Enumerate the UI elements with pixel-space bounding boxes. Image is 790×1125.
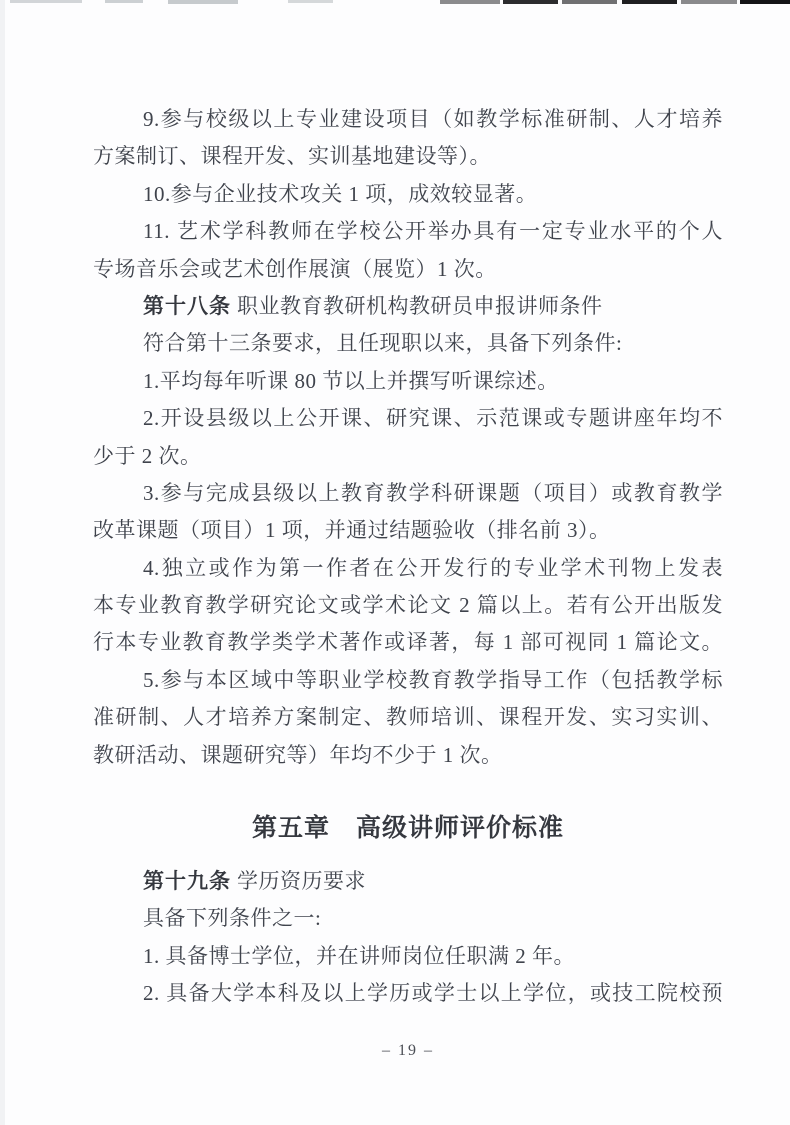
document-line: 2.开设县级以上公开课、研究课、示范课或专题讲座年均不 <box>143 406 723 431</box>
body-text-upper <box>93 101 723 774</box>
document-line: 符合第十三条要求，且任现职以来，具备下列条件: <box>143 331 623 356</box>
article-18-heading <box>93 288 723 325</box>
document-line: 2. 具备大学本科及以上学历或学士以上学位，或技工院校预 <box>143 981 723 1006</box>
document-line: 9.参与校级以上专业建设项目（如教学标准研制、人才培养 <box>143 107 723 131</box>
document-line: 1.平均每年听课 80 节以上并撰写听课综述。 <box>143 368 559 393</box>
document-line: 本专业教育教学研究论文或学术论文 2 篇以上。若有公开出版发 <box>93 593 723 618</box>
article-19-heading <box>93 863 723 900</box>
article-title: 学历资历要求 <box>237 869 366 893</box>
scan-edge-shading <box>0 0 5 1125</box>
document-line: 4.独立或作为第一作者在公开发行的专业学术刊物上发表 <box>143 555 723 580</box>
article-number: 第十九条 <box>143 870 231 893</box>
document-line: 方案制订、课程开发、实训基地建设等）。 <box>93 144 491 169</box>
scan-artifact-strip <box>0 0 790 5</box>
body-text-lower <box>93 863 723 1013</box>
document-line: 专场音乐会或艺术创作展演（展览）1 次。 <box>93 256 497 281</box>
document-line: 教研活动、课题研究等）年均不少于 1 次。 <box>93 742 503 767</box>
document-line: 5.参与本区域中等职业学校教育教学指导工作（包括教学标 <box>143 667 723 692</box>
chapter-heading: 第五章 高级讲师评价标准 <box>251 814 564 842</box>
document-line: 1. 具备博士学位，并在讲师岗位任职满 2 年。 <box>143 943 575 968</box>
document-line: 11. 艺术学科教师在学校公开举办具有一定专业水平的个人 <box>143 219 723 244</box>
document-line: 3.参与完成县级以上教育教学科研课题（项目）或教育教学 <box>143 480 723 505</box>
document-line: 行本专业教育教学类学术著作或译著，每 1 部可视同 1 篇论文。 <box>93 630 723 655</box>
page-number: – 19 – <box>382 1042 434 1059</box>
document-line: 10.参与企业技术攻关 1 项，成效较显著。 <box>143 181 538 206</box>
document-line: 具备下列条件之一: <box>143 906 322 931</box>
document-line: 改革课题（项目）1 项，并通过结题验收（排名前 3）。 <box>93 518 611 543</box>
article-number: 第十八条 <box>143 294 231 318</box>
document-line: 准研制、人才培养方案制定、教师培训、课程开发、实习实训、 <box>93 705 723 730</box>
document-line: 少于 2 次。 <box>93 443 202 468</box>
article-title: 职业教育教研机构教研员申报讲师条件 <box>237 293 603 318</box>
